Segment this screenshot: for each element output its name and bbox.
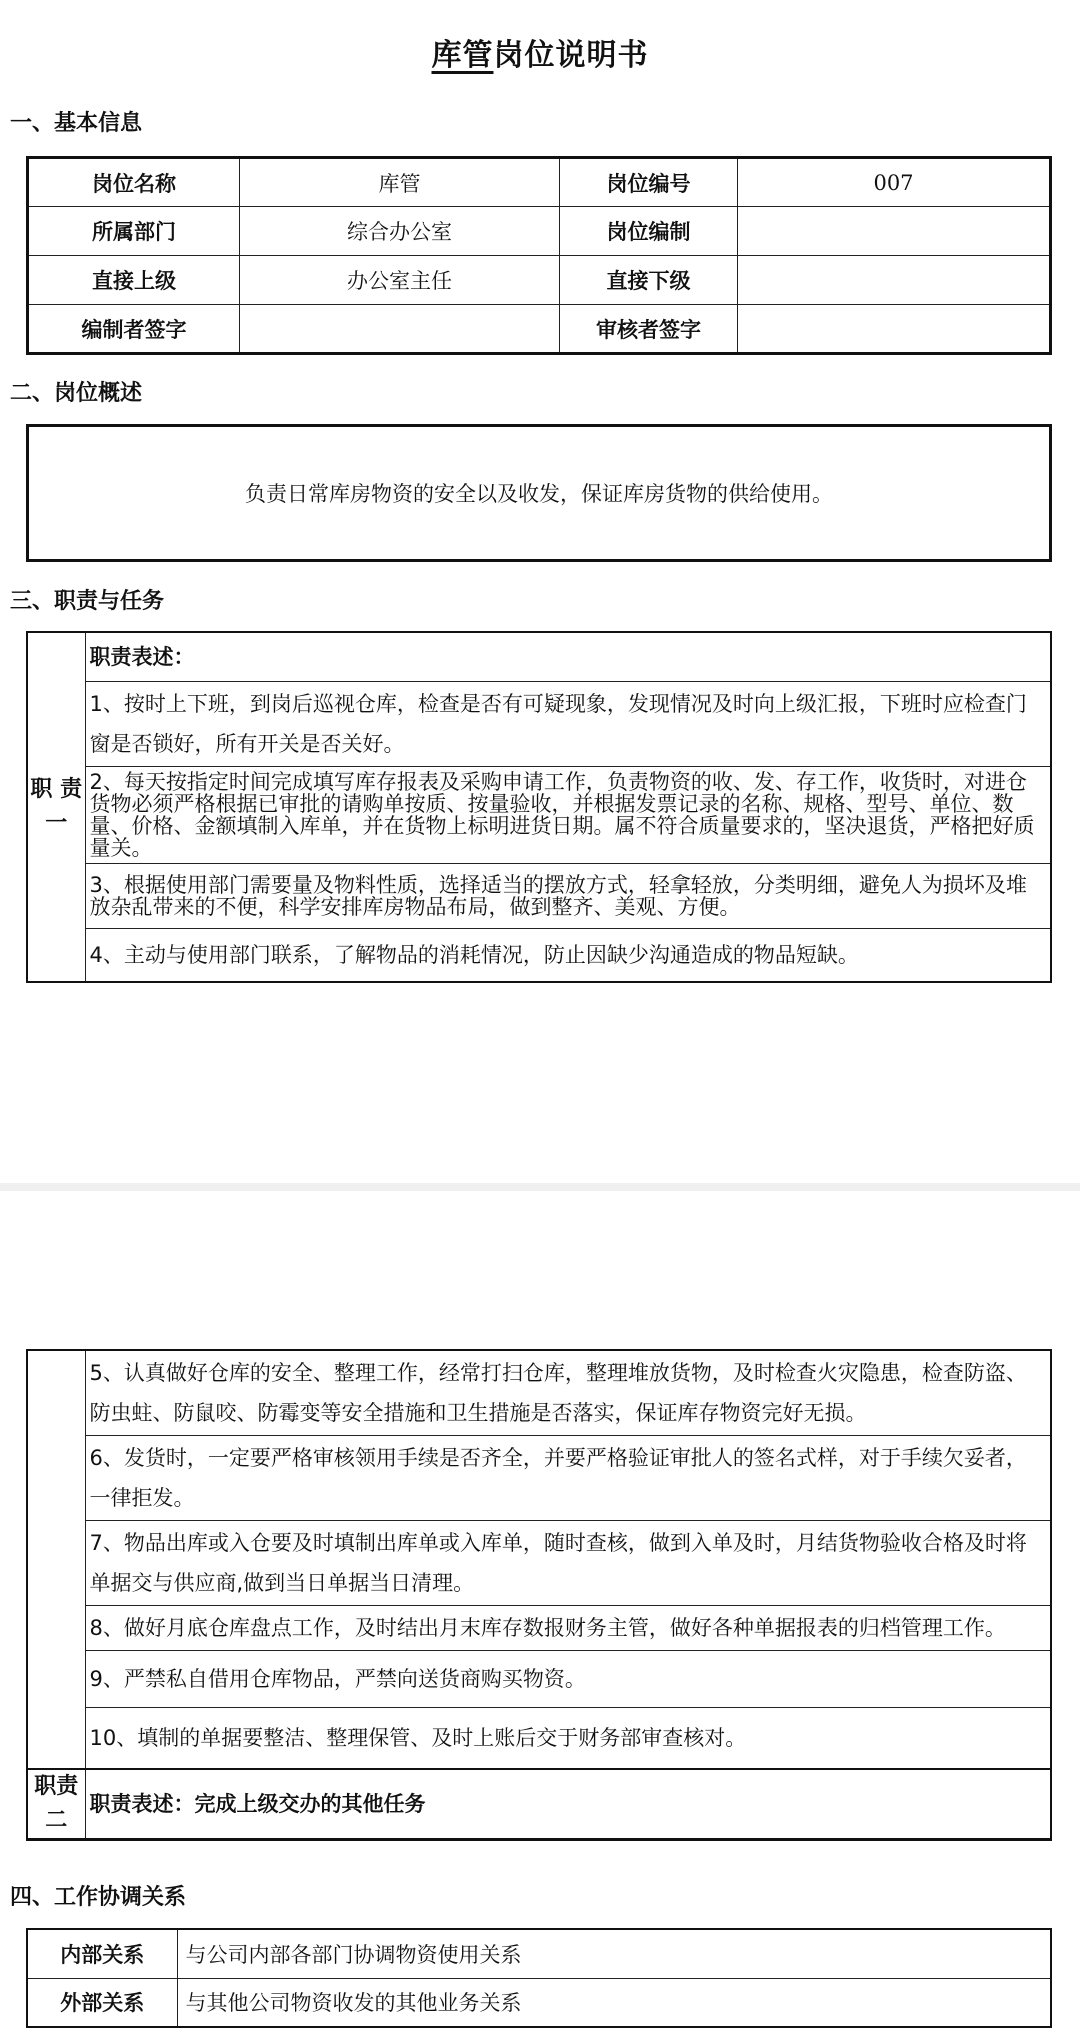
- label-author-signature: 编制者签字: [28, 305, 240, 354]
- value-external-relations: 与其他公司物资收发的其他业务关系: [177, 1978, 1051, 2027]
- table-row: [27, 682, 1051, 767]
- duty-item: 6、发货时，一定要严格审核领用手续是否齐全，并要严格验证审批人的签名式样，对于手续欠妥者，一律拒发。: [85, 1436, 1051, 1521]
- table-row: [27, 1929, 1051, 1978]
- table-row: [27, 1708, 1051, 1770]
- value-direct-superior: 办公室主任: [240, 256, 560, 305]
- label-direct-subordinate: 直接下级: [560, 256, 738, 305]
- page-title: [0, 30, 1080, 74]
- section-heading-overview: 二、岗位概述: [10, 381, 143, 406]
- duty-item: 3、根据使用部门需要量及物料性质，选择适当的摆放方式，轻拿轻放，分类明细，避免人为损坏及堆放杂乱带来的不便，科学安排库房物品布局，做到整齐、美观、方便。: [85, 864, 1051, 929]
- duty-item: 7、物品出库或入仓要及时填制出库单或入库单，随时查核，做到入单及时，月结货物验收合格及时将单据交与供应商,做到当日单据当日清理。: [85, 1521, 1051, 1606]
- value-reviewer-signature: [738, 305, 1051, 354]
- table-row: [27, 1521, 1051, 1606]
- basic-info-table: [26, 156, 1052, 355]
- duty1-header: 职责表述：: [85, 632, 1051, 682]
- title-underlined-part: 库管: [431, 38, 494, 73]
- section-heading-duties: 三、职责与任务: [10, 589, 165, 614]
- table-row: [27, 1978, 1051, 2027]
- value-author-signature: [240, 305, 560, 354]
- value-position-name: 库管: [240, 158, 560, 207]
- overview-box: [26, 424, 1052, 562]
- table-row: [27, 767, 1051, 864]
- label-position-name: 岗位名称: [28, 158, 240, 207]
- value-internal-relations: 与公司内部各部门协调物资使用关系: [177, 1929, 1051, 1978]
- duty1-side-continued: [27, 1350, 85, 1769]
- table-row: [28, 305, 1051, 354]
- table-row: [27, 1651, 1051, 1708]
- table-row: [27, 632, 1051, 682]
- duty2-side-label: 职责 二: [27, 1769, 85, 1840]
- page-break: [0, 1183, 1080, 1191]
- value-department: 综合办公室: [240, 207, 560, 256]
- table-row: [27, 1769, 1051, 1840]
- coordination-table: [26, 1928, 1052, 2028]
- value-direct-subordinate: [738, 256, 1051, 305]
- table-row: [27, 1436, 1051, 1521]
- duty2-text: 职责表述：完成上级交办的其他任务: [85, 1769, 1051, 1840]
- duty-item: 9、严禁私自借用仓库物品，严禁向送货商购买物资。: [85, 1651, 1051, 1708]
- duty-item: 8、做好月底仓库盘点工作，及时结出月末库存数报财务主管，做好各种单据报表的归档管理工作。: [85, 1606, 1051, 1651]
- label-external-relations: 外部关系: [27, 1978, 177, 2027]
- duty-item: 10、填制的单据要整洁、整理保管、及时上账后交于财务部审查核对。: [85, 1708, 1051, 1770]
- duty-item: 5、认真做好仓库的安全、整理工作，经常打扫仓库，整理堆放货物，及时检查火灾隐患，检查防盗、防虫蛀、防鼠咬、防霉变等安全措施和卫生措施是否落实，保证库存物资完好无损。: [85, 1350, 1051, 1436]
- duty-item: 1、按时上下班，到岗后巡视仓库，检查是否有可疑现象，发现情况及时向上级汇报，下班时应检查门窗是否锁好，所有开关是否关好。: [85, 682, 1051, 767]
- overview-text: 负责日常库房物资的安全以及收发，保证库房货物的供给使用。: [245, 482, 833, 506]
- table-row: [28, 158, 1051, 207]
- table-row: [27, 1350, 1051, 1436]
- label-reviewer-signature: 审核者签字: [560, 305, 738, 354]
- label-internal-relations: 内部关系: [27, 1929, 177, 1978]
- table-row: [28, 207, 1051, 256]
- table-row: [27, 929, 1051, 983]
- table-row: [27, 864, 1051, 929]
- duty1-side-label: 职 责 一: [27, 632, 85, 982]
- duty-item: 2、每天按指定时间完成填写库存报表及采购申请工作，负责物资的收、发、存工作，收货时，对进仓货物必须严格根据已审批的请购单按质、按量验收，并根据发票记录的名称、规格、型号、单位、数量、价格、金额填制入库单，并在货物上标明进货日期。属不符合质量要求的，坚决退货，严格把好质量关。: [85, 767, 1051, 864]
- table-row: [28, 256, 1051, 305]
- label-position-code: 岗位编号: [560, 158, 738, 207]
- value-position-code: 007: [738, 158, 1051, 207]
- label-direct-superior: 直接上级: [28, 256, 240, 305]
- section-heading-basic-info: 一、基本信息: [10, 111, 143, 136]
- duty-item: 4、主动与使用部门联系，了解物品的消耗情况，防止因缺少沟通造成的物品短缺。: [85, 929, 1051, 983]
- section-heading-coordination: 四、工作协调关系: [10, 1885, 187, 1910]
- label-department: 所属部门: [28, 207, 240, 256]
- duty-table-page1: [26, 631, 1052, 983]
- value-headcount: [738, 207, 1051, 256]
- title-rest: 岗位说明书: [493, 38, 649, 73]
- label-headcount: 岗位编制: [560, 207, 738, 256]
- duty-table-page2: [26, 1349, 1052, 1841]
- table-row: [27, 1606, 1051, 1651]
